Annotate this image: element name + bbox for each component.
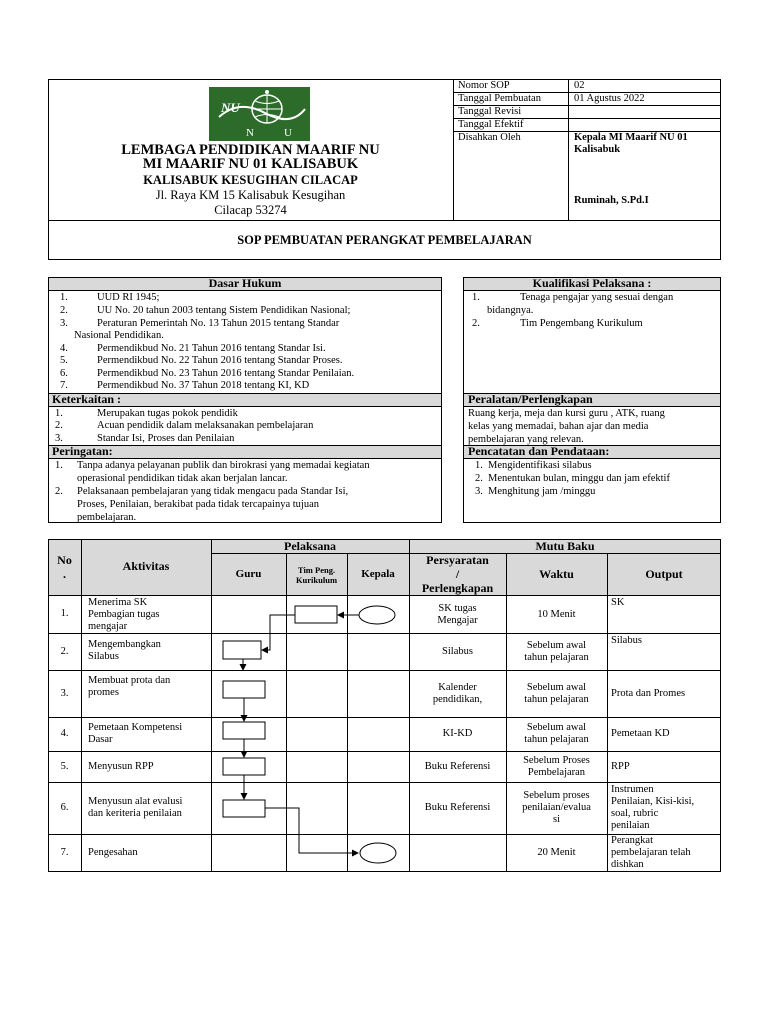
process-box [223,758,265,775]
list-number: 4. [60,343,68,354]
list-number: 5. [60,355,68,366]
list-item-cont: bidangnya. [487,305,534,316]
row-activity: Mengembangkan [88,639,161,650]
row-number: 3. [60,688,69,699]
info-label: Tanggal Pembuatan [458,93,541,104]
row-activity: Dasar [88,734,113,745]
peringatan-title: Peringatan: [52,444,113,458]
list-item: Acuan pendidik dalam melaksanakan pembelajaran [97,420,314,431]
col-header-persyaratan-slash: / [455,567,460,581]
list-item: Permendikbud No. 22 Tahun 2016 tentang Standar Proses. [97,355,343,366]
process-box [223,641,261,659]
row-time: Pembelajaran [527,767,586,778]
row-activity: mengajar [88,621,128,632]
row-time: tahun pelajaran [524,734,589,745]
process-box [223,800,265,817]
row-activity: Menerima SK [88,597,148,608]
row-output: penilaian [611,820,650,831]
approver-title: Kepala MI Maarif NU 01 Kalisabuk [574,132,688,155]
col-header-perlengkapan: Perlengkapan [421,581,494,595]
row-activity: dan keriteria penilaian [88,808,182,819]
logo-letter-u: U [284,127,292,139]
row-requirement: Buku Referensi [424,802,491,813]
col-header-aktivitas: Aktivitas [122,559,170,573]
col-header-tim: Tim Peng. [297,565,336,575]
list-number: 2. [472,318,480,329]
process-box [223,722,265,739]
list-number: 1. [55,408,63,419]
row-output: SK [611,597,625,608]
row-number: 6. [60,802,69,813]
row-activity: Menyusun RPP [88,761,154,772]
row-time: 20 Menit [537,847,576,858]
col-header-mutu-baku: Mutu Baku [535,539,595,553]
info-label: Nomor SOP [458,80,510,91]
list-number: 1. [475,460,483,471]
list-number: 7. [60,380,68,391]
list-number: 1. [60,292,68,303]
row-activity: promes [88,687,119,698]
approved-label: Disahkan Oleh [458,132,521,143]
row-activity: Pembagian tugas [88,609,160,620]
col-header-guru: Guru [235,568,262,580]
row-activity: Membuat prota dan [88,675,171,686]
process-box [295,606,337,623]
col-header-persyaratan: Persyaratan [426,553,489,567]
row-output: dishkan [611,859,644,870]
flow-arrow [265,808,358,853]
row-output: Pemetaan KD [611,728,670,739]
school-name: MI MAARIF NU 01 KALISABUK [142,156,359,172]
list-number: 6. [60,368,68,379]
school-postal: Cilacap 53274 [214,203,287,217]
row-requirement: Silabus [442,646,473,657]
approver-name: Ruminah, S.Pd.I [574,195,649,206]
row-time: penilaian/evalua [522,802,591,813]
row-output: Penilaian, Kisi-kisi, [611,796,695,807]
list-number: 3. [60,318,68,329]
row-output: Prota dan Promes [611,688,686,699]
row-time: Sebelum awal [526,722,587,733]
col-header-kepala: Kepala [361,568,395,580]
row-number: 1. [60,608,69,619]
row-number: 4. [60,728,69,739]
list-item-cont: pembelajaran. [77,512,137,523]
row-number: 5. [60,761,69,772]
list-item: Tanpa adanya pelayanan publik dan birokrasi yang memadai kegiatan [77,460,370,471]
list-item: UUD RI 1945; [97,292,160,303]
info-label: Tanggal Efektif [458,119,524,130]
row-time: tahun pelajaran [524,694,589,705]
pencatatan-title: Pencatatan dan Pendataan: [468,444,610,458]
col-header-tim-2: Kurikulum [295,575,338,585]
row-time: Sebelum awal [526,640,587,651]
list-item-cont: Nasional Pendidikan. [74,330,164,341]
keterkaitan-title: Keterkaitan : [52,392,121,406]
row-output: Perangkat [611,835,653,846]
row-time: tahun pelajaran [524,652,589,663]
info-value: 02 [574,80,585,91]
list-item-cont: operasional pendidikan tidak akan berjalan lancar. [77,473,288,484]
row-time: Sebelum proses [523,790,590,801]
row-activity: Pengesahan [88,847,138,858]
row-requirement: Kalender [438,682,477,693]
school-address: Jl. Raya KM 15 Kalisabuk Kesugihan [155,188,346,202]
list-item: UU No. 20 tahun 2003 tentang Sistem Pendidikan Nasional; [97,305,351,316]
list-item: Mengidentifikasi silabus [488,460,592,471]
process-box [223,681,265,698]
list-item: Tenaga pengajar yang sesuai dengan [520,292,674,303]
list-number: 3. [55,433,63,444]
col-header-no: No [57,553,72,567]
row-output: soal, rubric [611,808,659,819]
kualifikasi-title: Kualifikasi Pelaksana : [532,276,652,290]
sop-title: SOP PEMBUATAN PERANGKAT PEMBELAJARAN [237,233,532,247]
list-item: Permendikbud No. 37 Tahun 2018 tentang KI, KD [97,380,310,391]
list-item: Peraturan Pemerintah No. 13 Tahun 2015 tentang Standar [97,318,340,329]
list-number: 1. [472,292,480,303]
row-requirement: Mengajar [437,615,478,626]
list-number: 2. [60,305,68,316]
list-number: 1. [55,460,63,471]
list-number: 2. [55,486,63,497]
row-requirement: SK tugas [438,603,477,614]
list-item: Permendikbud No. 21 Tahun 2016 tentang Standar Isi. [97,343,326,354]
list-item: Menghitung jam /minggu [488,486,596,497]
col-header-output: Output [645,567,683,581]
row-requirement: KI-KD [442,728,473,739]
row-number: 7. [60,847,69,858]
list-item: Merupakan tugas pokok pendidik [97,408,238,419]
dasar-hukum-title: Dasar Hukum [208,276,282,290]
list-item: Menentukan bulan, minggu dan jam efektif [488,473,670,484]
peralatan-title: Peralatan/Perlengkapan [468,392,593,406]
info-value: 01 Agustus 2022 [574,93,645,104]
row-time: 10 Menit [537,609,576,620]
list-item: Pelaksanaan pembelajaran yang tidak mengacu pada Standar Isi, [77,486,349,497]
row-output: RPP [611,761,630,772]
row-activity: Menyusun alat evalusi [88,796,183,807]
logo-wordmark: NU [221,100,240,115]
flow-arrow [262,615,295,650]
col-header-no-dot: . [63,567,66,581]
row-time: Sebelum Proses [523,755,590,766]
info-label: Tanggal Revisi [458,106,522,117]
list-number: 2. [475,473,483,484]
row-output: Instrumen [611,784,654,795]
row-time: si [552,814,560,825]
row-activity: Pemetaan Kompetensi [88,722,183,733]
peralatan-line: kelas yang memadai, bahan ajar dan media [468,421,649,432]
peralatan-line: pembelajaran yang relevan. [468,434,584,445]
row-output: pembelajaran telah [611,847,691,858]
col-header-waktu: Waktu [539,567,574,581]
end-terminator [360,843,396,863]
row-activity: Silabus [88,651,119,662]
row-output: Silabus [611,635,642,646]
row-time: Sebelum awal [526,682,587,693]
row-requirement: Buku Referensi [424,761,491,772]
row-number: 2. [60,646,69,657]
list-number: 2. [55,420,63,431]
list-number: 3. [475,486,483,497]
start-terminator [359,606,395,624]
list-item: Tim Pengembang Kurikulum [520,318,643,329]
col-header-pelaksana: Pelaksana [283,539,336,553]
list-item-cont: Proses, Penilaian, berakibat pada tidak tercapainya tujuan [77,499,319,510]
school-location: KALISABUK KESUGIHAN CILACAP [143,173,358,187]
list-item: Standar Isi, Proses dan Penilaian [97,433,235,444]
row-requirement: pendidikan, [432,694,483,705]
logo-letter-n: N [246,127,254,139]
institution-name: LEMBAGA PENDIDIKAN MAARIF NU [121,142,380,158]
peralatan-line: Ruang kerja, meja dan kursi guru , ATK, ruang [468,408,665,419]
list-item: Permendikbud No. 23 Tahun 2016 tentang Standar Penilaian. [97,368,355,379]
